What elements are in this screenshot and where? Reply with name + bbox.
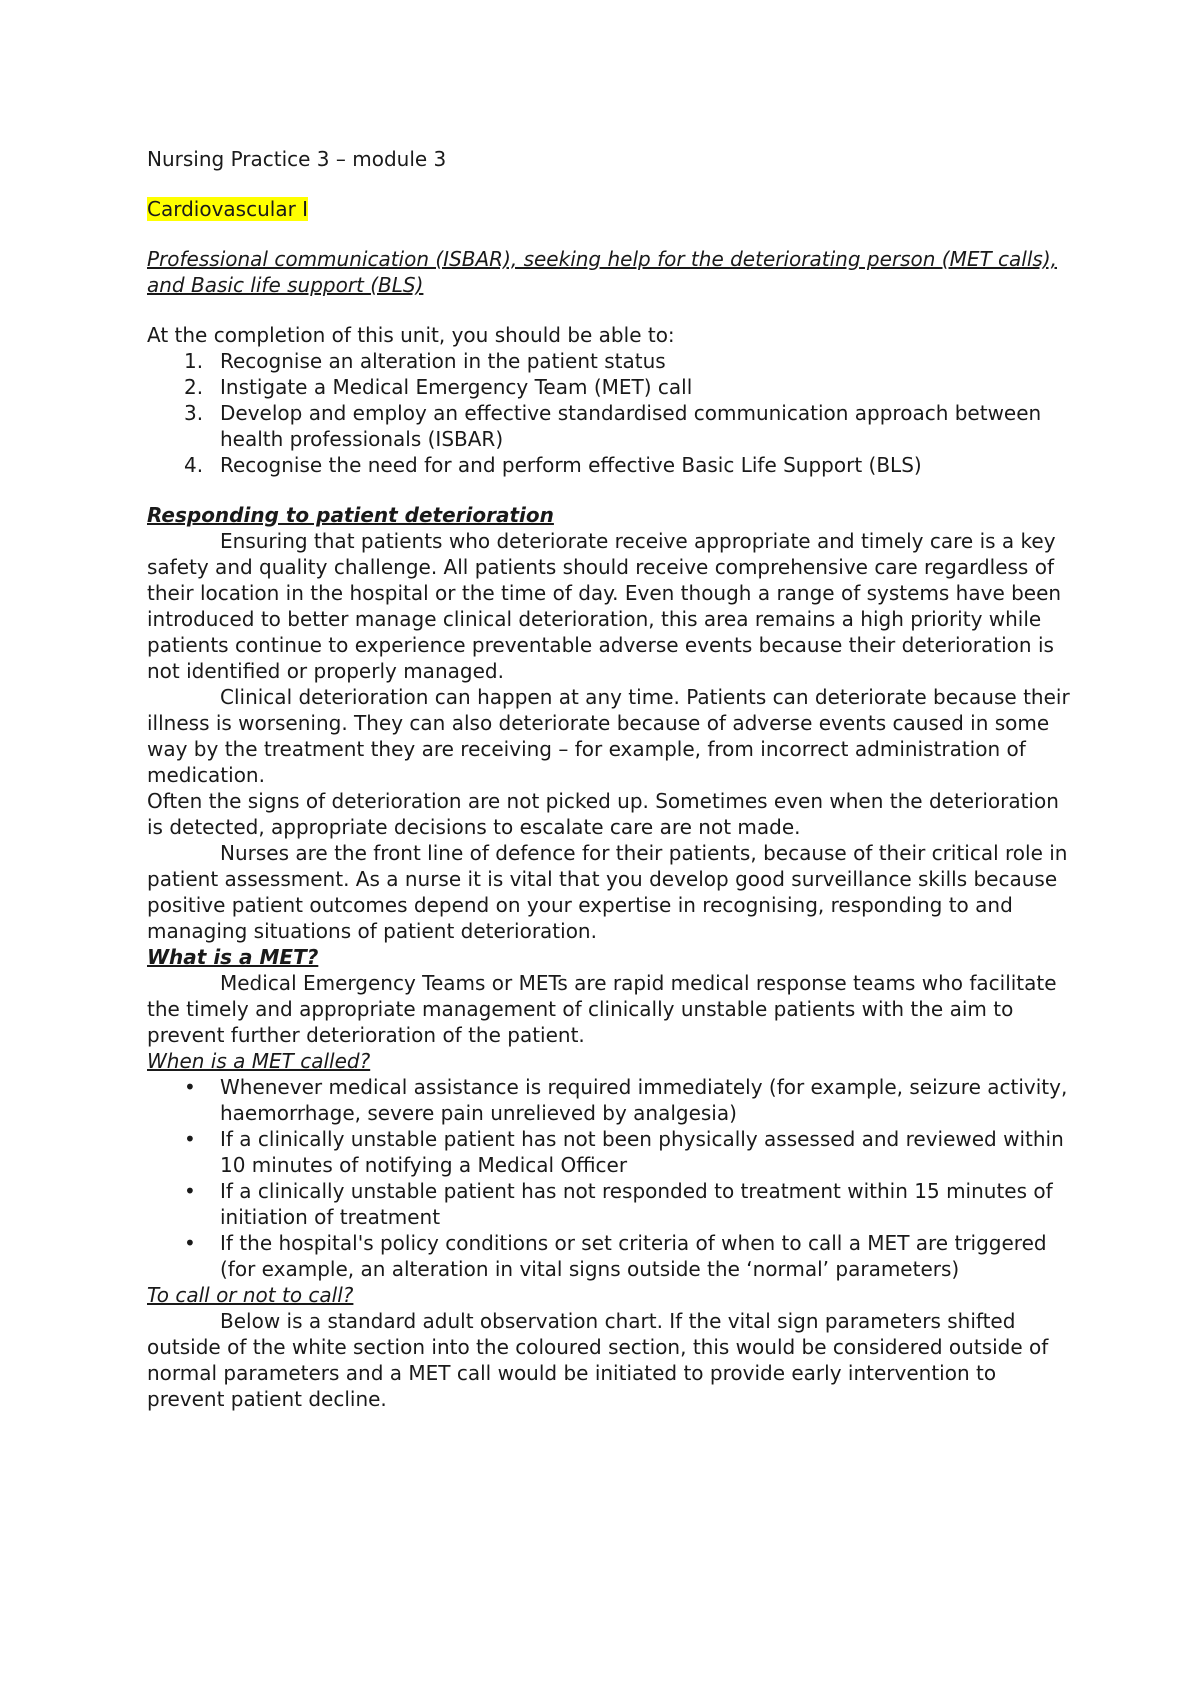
bullet-icon: • [184,1127,196,1151]
paragraph: Ensuring that patients who deteriorate receive appropriate and timely care is a key safety and quality challenge. All patients should receive comprehensive care regardless of their location in the hospital or the time of day. Even though a range of systems have been introduced to better manage clinical deterioration, this area remains a high priority while patients continue to experience preventable adverse events because their deterioration is not identified or properly managed. [147,529,1062,683]
list-item-text: If a clinically unstable patient has not been physically assessed and reviewed within 10 minutes of notifying a Medical Officer [220,1127,1064,1177]
subheading-when-met: When is a MET called? [147,1049,371,1073]
list-item [147,1230,1077,1282]
bullet-icon: • [184,1179,196,1203]
objectives-list [147,348,1077,478]
document-title: Nursing Practice 3 – module 3 [147,147,447,171]
section-heading-deterioration: Responding to patient deterioration [147,503,554,527]
objectives-intro: At the completion of this unit, you should be able to: [147,323,675,347]
objective-text: Develop and employ an effective standardised communication approach between health professionals (ISBAR) [220,401,1042,451]
list-item [147,1074,1077,1126]
topic-heading [147,196,1077,222]
objective-text: Instigate a Medical Emergency Team (MET) call [220,375,693,399]
unit-subtitle: Professional communication (ISBAR), seeking help for the deteriorating person (MET calls), and Basic life support (BLS) [147,247,1057,297]
section-heading-met: What is a MET? [147,945,319,969]
paragraph: Nurses are the front line of defence for their patients, because of their critical role in patient assessment. As a nurse it is vital that you develop good surveillance skills because positive patient outcomes depend on your expertise in recognising, responding to and managing situations of patient deterioration. [147,841,1068,943]
objective-text: Recognise the need for and perform effective Basic Life Support (BLS) [220,453,922,477]
met-criteria-list [147,1074,1077,1282]
document-body [147,146,1077,1412]
list-item [147,1178,1077,1230]
objective-item [147,400,1077,452]
paragraph: Medical Emergency Teams or METs are rapid medical response teams who facilitate the timely and appropriate management of clinically unstable patients with the aim to prevent further deterioration of the patient. [147,971,1057,1047]
list-item-text: Whenever medical assistance is required immediately (for example, seizure activity, haemorrhage, severe pain unrelieved by analgesia) [220,1075,1068,1125]
paragraph: Often the signs of deterioration are not picked up. Sometimes even when the deterioration is detected, appropriate decisions to escalate care are not made. [147,789,1059,839]
objective-item [147,374,1077,400]
paragraph: Clinical deterioration can happen at any time. Patients can deteriorate because their illness is worsening. They can also deteriorate because of adverse events caused in some way by the treatment they are receiving – for example, from incorrect administration of medication. [147,685,1070,787]
objective-item [147,452,1077,478]
objective-number: 4. [184,453,204,477]
objective-number: 1. [184,349,204,373]
objective-number: 2. [184,375,204,399]
bullet-icon: • [184,1075,196,1099]
subheading-to-call: To call or not to call? [147,1283,354,1307]
bullet-icon: • [184,1231,196,1255]
paragraph: Below is a standard adult observation chart. If the vital sign parameters shifted outside of the white section into the coloured section, this would be considered outside of normal parameters and a MET call would be initiated to provide early intervention to prevent patient decline. [147,1309,1049,1411]
list-item-text: If the hospital's policy conditions or set criteria of when to call a MET are triggered (for example, an alteration in vital signs outside the ‘normal’ parameters) [220,1231,1047,1281]
list-item-text: If a clinically unstable patient has not responded to treatment within 15 minutes of initiation of treatment [220,1179,1053,1229]
list-item [147,1126,1077,1178]
objective-text: Recognise an alteration in the patient status [220,349,666,373]
topic-highlight: Cardiovascular I [147,197,309,221]
objective-item [147,348,1077,374]
objective-number: 3. [184,401,204,425]
